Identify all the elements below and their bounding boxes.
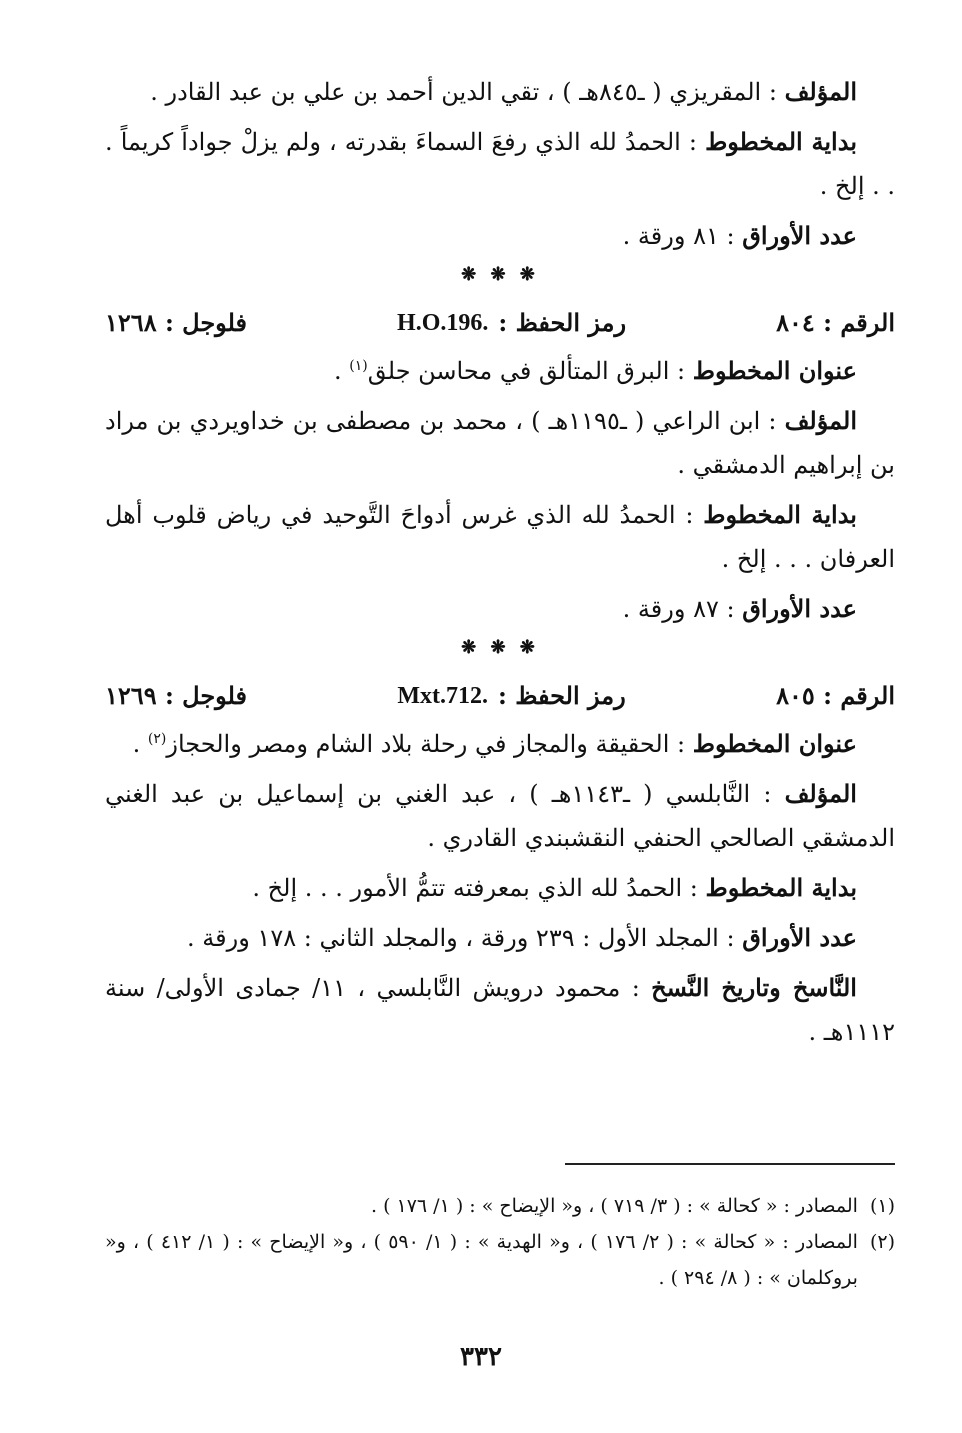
code-value: Mxt.712.: [397, 683, 489, 709]
fluegel-label: فلوجل :: [164, 308, 247, 337]
number-label: الرقم :: [823, 308, 895, 337]
prev-incipit-line: [105, 120, 895, 208]
footnote-marker[interactable]: (٢): [147, 731, 167, 747]
footnote-item: [105, 1188, 895, 1224]
title-label: عنوان المخطوط: [692, 729, 857, 758]
folios-text: : ٨٧ ورقة .: [622, 595, 735, 623]
author-text: : المقريزي ( ـ٨٤٥هـ ) ، تقي الدين أحمد بن علي بن عبد القادر .: [150, 78, 777, 106]
title-text: : البرق المتألق في محاسن جلق: [367, 357, 686, 385]
footnotes: [105, 1188, 895, 1296]
entry-804-author-line: [105, 399, 895, 487]
author-text: : ابن الراعي ( ـ١١٩٥هـ ) ، محمد بن مصطفى بن خداويردي بن مراد بن إبراهيم الدمشقي .: [105, 407, 895, 479]
footnote-number: (٢): [869, 1231, 895, 1253]
entry-804-title-line: [105, 349, 895, 393]
title-label: عنوان المخطوط: [692, 356, 857, 385]
shelf-code: [397, 674, 625, 718]
author-text: : النَّابلسي ( ـ١١٤٣هـ ) ، عبد الغني بن إسماعيل بن عبد الغني الدمشقي الصالحي الحنفي النقشبندي القادري .: [105, 780, 895, 852]
author-label: المؤلف: [784, 77, 857, 106]
prev-author-line: [105, 70, 895, 114]
footnote-divider: [565, 1163, 895, 1165]
fluegel-number: [105, 301, 247, 345]
incipit-label: بداية المخطوط: [705, 127, 857, 156]
entry-804-header: [105, 301, 895, 345]
fluegel-value: ١٢٦٩: [105, 681, 157, 710]
entry-805-title-line: [105, 722, 895, 766]
incipit-text: : الحمدُ لله الذي غرس أدواحَ التَّوحيد في رياض قلوب أهل العرفان . . . إلخ .: [105, 501, 895, 573]
incipit-text: : الحمدُ لله الذي بمعرفته تتمُّ الأمور . . . إلخ .: [252, 874, 698, 902]
entry-804-folios-line: [105, 587, 895, 631]
title-text: : الحقيقة والمجاز في رحلة بلاد الشام ومصر والحجاز: [166, 730, 686, 758]
fluegel-value: ١٢٦٨: [105, 308, 157, 337]
entry-804-incipit-line: [105, 493, 895, 581]
number-value: ٨٠٥: [776, 681, 815, 710]
page-body: [105, 70, 895, 1060]
author-label: المؤلف: [784, 779, 857, 808]
folios-text: : ٨١ ورقة .: [622, 222, 735, 250]
fluegel-label: فلوجل :: [164, 681, 247, 710]
entry-805-header: [105, 674, 895, 718]
page-number: ٣٣٢: [460, 1342, 502, 1372]
shelf-code: [397, 301, 626, 345]
entry-separator: ❋ ❋ ❋: [461, 637, 539, 658]
fluegel-number: [105, 674, 247, 718]
entry-805-incipit-line: [105, 866, 895, 910]
footnote-number: (١): [869, 1195, 895, 1217]
number-value: ٨٠٤: [776, 308, 815, 337]
entry-number: [776, 301, 895, 345]
footnote-text: المصادر : « كحالة » : ( ٢/ ١٧٦ ) ، و« الهدية » : ( ١/ ٥٩٠ ) ، و« الإيضاح » : ( ١/ ٤١٢ ) ، و« بروكلمان » : ( ٨/ ٢٩٤ ) .: [105, 1231, 858, 1289]
folios-text: : المجلد الأول : ٢٣٩ ورقة ، والمجلد الثاني : ١٧٨ ورقة .: [187, 924, 735, 952]
prev-folios-line: [105, 214, 895, 258]
copyist-label: النَّاسخ وتاريخ النَّسخ: [651, 973, 857, 1002]
title-end: .: [334, 357, 350, 385]
number-label: الرقم :: [823, 681, 895, 710]
copyist-text: : محمود درويش النَّابلسي ، ١١/ جمادى الأولى/ سنة ١١١٢هـ .: [105, 974, 895, 1046]
entry-805-copyist-line: [105, 966, 895, 1054]
incipit-label: بداية المخطوط: [705, 873, 857, 902]
folios-label: عدد الأوراق: [742, 221, 857, 250]
author-label: المؤلف: [784, 406, 857, 435]
folios-label: عدد الأوراق: [742, 923, 857, 952]
entry-separator: ❋ ❋ ❋: [461, 264, 539, 285]
code-label: رمز الحفظ :: [498, 681, 626, 710]
folios-label: عدد الأوراق: [742, 594, 857, 623]
entry-number: [776, 674, 895, 718]
footnote-item: [105, 1224, 895, 1296]
code-label: رمز الحفظ :: [498, 308, 627, 337]
title-end: .: [132, 730, 148, 758]
incipit-text: : الحمدُ لله الذي رفعَ السماءَ بقدرته ، ولم يزلْ جواداً كريماً . . . إلخ .: [105, 128, 895, 200]
footnote-marker[interactable]: (١): [349, 358, 368, 374]
entry-805-folios-line: [105, 916, 895, 960]
incipit-label: بداية المخطوط: [703, 500, 857, 529]
entry-805-author-line: [105, 772, 895, 860]
code-value: H.O.196.: [397, 310, 489, 336]
footnote-text: المصادر : « كحالة » : ( ٣/ ٧١٩ ) ، و« الإيضاح » : ( ١/ ١٧٦ ) .: [370, 1195, 858, 1217]
